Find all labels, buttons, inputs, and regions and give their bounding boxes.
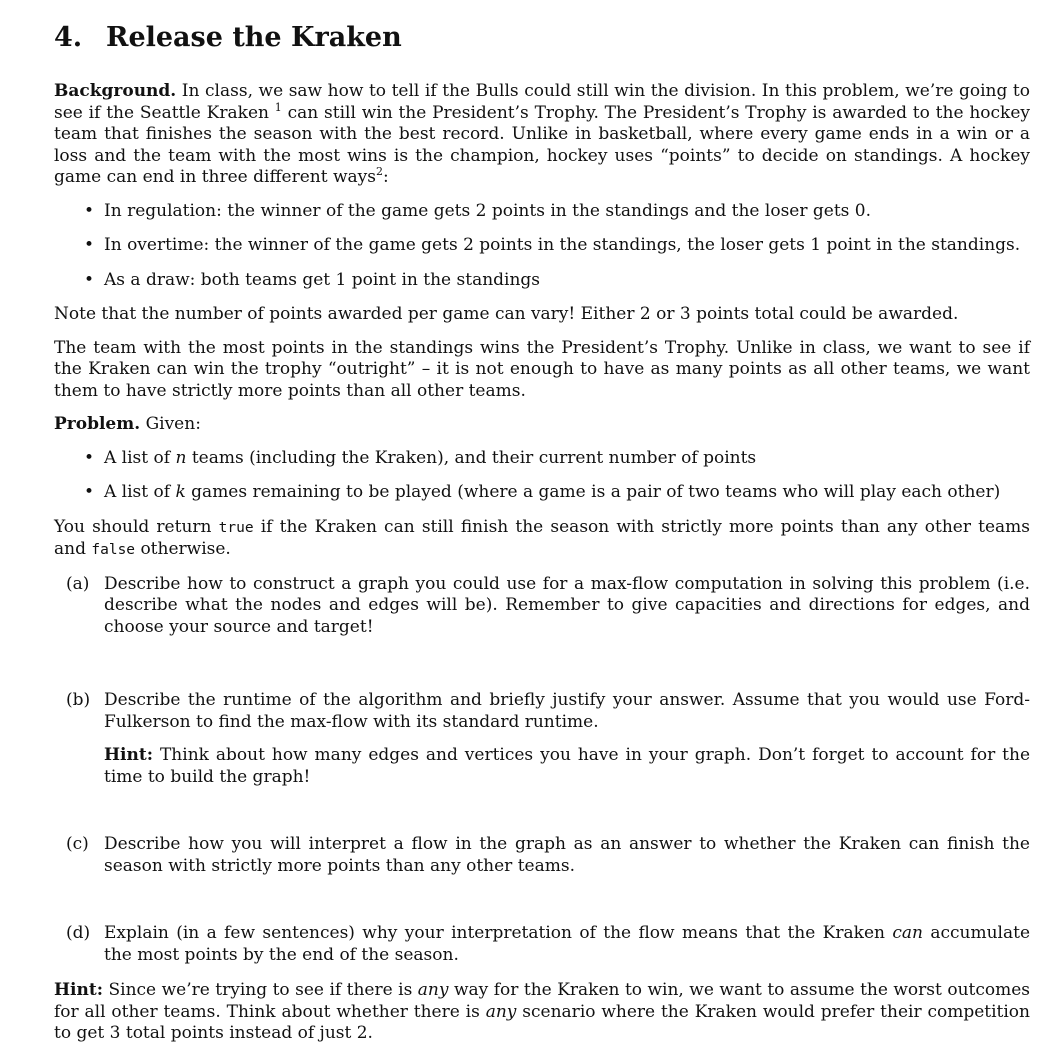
question-part-b	[54, 690, 1030, 788]
list-item: • As a draw: both teams get 1 point in the standings	[54, 270, 1030, 292]
variable-n: n	[175, 447, 187, 468]
problem-label: Problem.	[54, 414, 141, 434]
return-text-b: if the Kraken can still finish the season with strictly more points than any other teams and	[54, 516, 1031, 559]
final-hint-text-c: scenario where the Kraken would prefer their competition to get 3 total points instead of just 2.	[54, 1001, 1030, 1043]
problem-paragraph	[54, 414, 1030, 436]
section-number: 4.	[54, 22, 83, 53]
section-title: Release the Kraken	[106, 22, 402, 53]
input-teams-text-b: teams (including the Kraken), and their current number of points	[191, 447, 757, 468]
list-item: • In overtime: the winner of the game gets 2 points in the standings, the loser gets 1 point in the standings.	[54, 235, 1030, 257]
input-games-text-b: games remaining to be played (where a game is a pair of two teams who will play each other)	[191, 482, 1001, 502]
input-teams-text-a: A list of	[104, 447, 171, 468]
background-paragraph	[54, 81, 1030, 189]
part-text-emphasis: can	[892, 923, 923, 943]
trophy-paragraph: The team with the most points in the standings wins the President’s Trophy. Unlike in class, we want to see if the Kraken can win the trophy “outright” – it is not enough to have as many points as all other teams, we want them to have strictly more points than all other teams.	[54, 337, 1030, 401]
code-true: true	[218, 519, 254, 536]
final-hint-text-a: Since we’re trying to see if there is	[108, 980, 413, 1000]
code-false: false	[91, 542, 136, 558]
return-paragraph	[54, 517, 1030, 562]
part-label: (a)	[66, 573, 90, 594]
part-b-hint	[104, 745, 1030, 788]
section-heading	[54, 20, 1030, 56]
question-part-d	[54, 923, 1030, 966]
final-hint-text-b: way for the Kraken to win, we want to assume the worst outcomes for all other teams. Think about whether there is	[54, 980, 1031, 1022]
return-text-c: otherwise.	[140, 539, 231, 559]
background-label: Background.	[54, 81, 177, 101]
part-label: (b)	[66, 690, 91, 710]
question-part-a	[54, 574, 1030, 639]
part-label: (d)	[66, 923, 91, 943]
part-text-a: Explain (in a few sentences) why your interpretation of the flow means that the Kraken	[104, 923, 885, 943]
input-games-text-a: A list of	[104, 482, 171, 502]
question-parts	[54, 574, 1030, 967]
part-text: Describe the runtime of the algorithm and briefly justify your answer. Assume that you would use Ford-Fulkerson to find the max-flow with its standard runtime.	[104, 690, 1030, 732]
document-page	[54, 20, 1030, 1045]
part-text: Describe how you will interpret a flow in the graph as an answer to whether the Kraken can finish the season with strictly more points than any other teams.	[104, 834, 1030, 876]
part-text: Describe how to construct a graph you could use for a max-flow computation in solving this problem (i.e. describe what the nodes and edges will be). Remember to give capacities and directions for edges, and choose your source and target!	[104, 573, 1030, 637]
game-outcomes-list	[54, 201, 1030, 292]
problem-inputs-list	[54, 448, 1030, 504]
list-item: • In regulation: the winner of the game gets 2 points in the standings and the loser gets 0.	[54, 201, 1030, 223]
footnote-marker-1[interactable]: 1	[274, 100, 282, 114]
background-text-2: can still win the President’s Trophy. The President’s Trophy is awarded to the hockey team that finishes the season with the best record. Unlike in basketball, where every game ends in a win or a loss and the team with the most wins is the champion, hockey uses “points” to decide on standings. A hockey game can end in three different ways	[54, 102, 1031, 187]
final-hint-paragraph	[54, 980, 1030, 1045]
background-text-3: :	[382, 167, 389, 187]
footnote-marker-2[interactable]: 2	[375, 165, 383, 178]
problem-given: Given:	[145, 414, 201, 434]
question-part-c	[54, 834, 1030, 877]
final-hint-emphasis-1: any	[417, 980, 449, 1000]
part-label: (c)	[66, 834, 89, 854]
final-hint-emphasis-2: any	[485, 1001, 517, 1022]
hint-text: Think about how many edges and vertices you have in your graph. Don’t forget to account for the time to build the graph!	[104, 745, 1031, 787]
part-text-b: accumulate the most points by the end of the season.	[104, 923, 1031, 965]
points-note: Note that the number of points awarded per game can vary! Either 2 or 3 points total could be awarded.	[54, 304, 959, 324]
hint-label: Hint:	[104, 745, 154, 765]
final-hint-label: Hint:	[54, 980, 104, 1000]
variable-k: k	[175, 482, 186, 502]
list-item	[54, 482, 1030, 504]
background-text-1: In class, we saw how to tell if the Bulls could still win the division. In this problem, we’re going to see if the Seattle Kraken	[54, 81, 1030, 123]
list-item	[54, 448, 1030, 470]
return-text-a: You should return	[54, 516, 212, 537]
